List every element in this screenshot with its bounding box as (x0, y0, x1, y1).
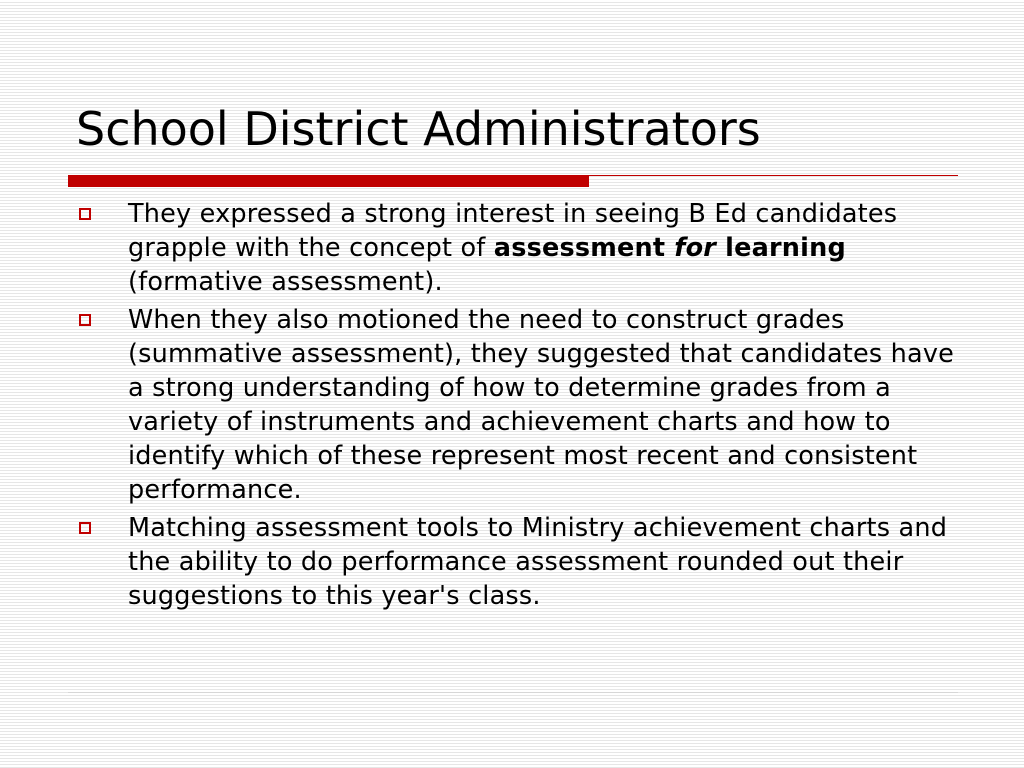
hollow-square-bullet-icon (79, 314, 91, 326)
bullet-bold-assessment: assessment (493, 233, 675, 263)
bullet-text: Matching assessment tools to Ministry achievement charts and the ability to do performance assessment rounded out their suggestions to this year's class. (128, 513, 948, 611)
hollow-square-bullet-icon (79, 208, 91, 220)
bullet-item-ministry-charts (76, 511, 956, 613)
title-underline-accent-bar (68, 176, 589, 187)
hollow-square-bullet-icon (79, 522, 91, 534)
bullet-text-tail: (formative assessment). (128, 267, 443, 297)
bullet-item-summative-grades (76, 303, 956, 507)
bullet-text-lead: They expressed a strong interest in seeing B Ed candidates grapple with the concept of (128, 199, 898, 263)
bullet-list (76, 197, 956, 617)
bullet-text: When they also motioned the need to construct grades (summative assessment), they suggested that candidates have a strong understanding of how to determine grades from a variety of instruments and achievement charts and how to identify which of these represent most recent and consistent performance. (128, 305, 955, 505)
bullet-bold-italic-for: for (674, 233, 717, 263)
slide-title: School District Administrators (76, 102, 761, 156)
footer-divider (68, 692, 958, 693)
bullet-bold-learning: learning (716, 233, 846, 263)
bullet-item-formative-assessment (76, 197, 956, 299)
